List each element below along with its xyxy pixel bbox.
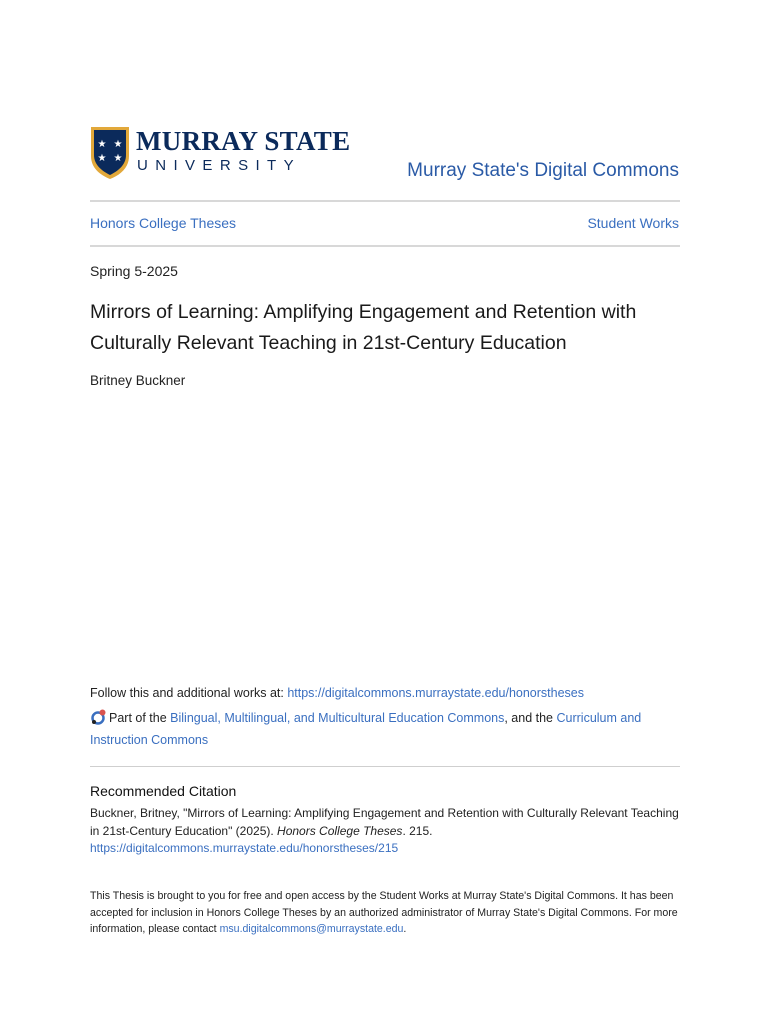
breadcrumb-student-works[interactable]: Student Works <box>587 215 679 231</box>
part-of-middle: , and the <box>504 711 557 725</box>
citation-series: Honors College Theses <box>277 823 403 838</box>
svg-text:★: ★ <box>97 139 107 150</box>
university-logo[interactable] <box>90 126 370 182</box>
part-of-prefix: Part of the <box>109 711 171 725</box>
citation-number: . 215. <box>402 823 433 838</box>
divider <box>90 245 680 247</box>
network-icon <box>90 709 106 725</box>
collection-link[interactable]: https://digitalcommons.murraystate.edu/honorstheses <box>287 686 585 700</box>
divider <box>90 200 680 202</box>
svg-text:★: ★ <box>113 139 123 150</box>
svg-text:★: ★ <box>113 153 123 164</box>
citation-heading: Recommended Citation <box>90 783 237 799</box>
citation-text <box>90 805 680 858</box>
contact-email-link[interactable]: msu.digitalcommons@murraystate.edu <box>219 923 404 935</box>
discipline-link-curriculum[interactable]: Curriculum and Instruction Commons <box>90 711 642 747</box>
site-title[interactable]: Murray State's Digital Commons <box>407 160 679 181</box>
breadcrumb-honors-college-theses[interactable]: Honors College Theses <box>90 215 237 231</box>
publication-date: Spring 5-2025 <box>90 263 178 279</box>
logo-subtitle: UNIVERSITY <box>137 157 302 174</box>
logo-name: MURRAY STATE <box>136 126 351 156</box>
svg-text:★: ★ <box>97 153 107 164</box>
access-notice-text: This Thesis is brought to you for free and open access by the Student Works at Murray State's Digital Commons. It has been accepted for inclusion in Honors College Theses by an authorized administrator of Murray State's Digital Commons. For more information, please contact <box>90 890 678 935</box>
shield-icon <box>90 126 130 180</box>
part-of-line <box>90 707 680 751</box>
discipline-link-bilingual[interactable]: Bilingual, Multilingual, and Multicultural Education Commons <box>170 711 505 725</box>
follow-prefix: Follow this and additional works at: <box>90 686 288 700</box>
follow-line <box>90 686 584 700</box>
divider <box>90 766 680 767</box>
document-title: Mirrors of Learning: Amplifying Engagement and Retention with Culturally Relevant Teaching in 21st-Century Education <box>90 301 637 354</box>
access-notice-end: . <box>403 923 407 935</box>
author-name: Britney Buckner <box>90 373 186 388</box>
citation-url[interactable]: https://digitalcommons.murraystate.edu/honorstheses/215 <box>90 841 399 855</box>
access-notice <box>90 888 680 938</box>
citation-body: Buckner, Britney, "Mirrors of Learning: Amplifying Engagement and Retention with Culturally Relevant Teaching in 21st-Century Education" (2025). <box>90 806 679 838</box>
